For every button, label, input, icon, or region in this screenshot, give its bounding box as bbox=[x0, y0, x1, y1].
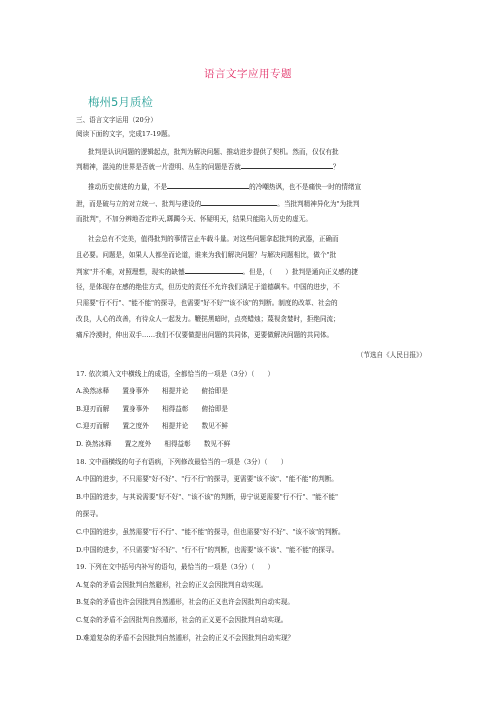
passage-text: 。当批判精神异化为"为批判 bbox=[277, 200, 360, 208]
fill-blank-3 bbox=[201, 198, 277, 206]
question-option: C.中国的进步，虽然需要"行不行"、"能不能"的探寻，但也需要"好不好"、"该不该"的判断。 bbox=[76, 528, 345, 536]
passage-line bbox=[76, 266, 426, 277]
passage-line bbox=[76, 161, 426, 172]
question-option: C.复杂的矛盾不会因批判自然遁形，社会的正义更不会因批判自动实现。 bbox=[76, 616, 288, 624]
question-stem: 19. 下列在文中括号内补写的语句，最恰当的一项是（3分）（ ） bbox=[76, 563, 275, 571]
question-stem: 17. 依次填入文中横线上的成语，全都恰当的一项是（3分）（ ） bbox=[76, 370, 275, 378]
question-option: B.迎刃而解 置身事外 相得益彰 俯拾即是 bbox=[76, 405, 229, 413]
page-title: 语言文字应用专题 bbox=[204, 68, 292, 80]
passage-line: 且必要。问题是，如果人人都坐而论道，谁来为我们解决问题？与解决问题相比，做个"批 bbox=[76, 251, 337, 259]
question-stem: 18. 文中画横线的句子有语病，下列修改最恰当的一项是（3分）（ ） bbox=[76, 458, 288, 466]
passage-line: 而批判"，不加分辨地否定昨天,踯躅今天、怀疑明天，结果只能陷入历史的虚无。 bbox=[76, 215, 312, 223]
passage-text: 推动历史前进的力量，不是 bbox=[88, 183, 168, 191]
passage-line: 改良，人心的改善，有待众人一起发力。鞭挞黑暗时，点亮蜡烛；蔑视贪婪时，拒绝同流； bbox=[76, 315, 340, 323]
passage-text: 判家"并不难，对照理想，现实的缺憾 bbox=[76, 268, 185, 276]
passage-line: 社会总有不完美，值得批判的事情岂止车载斗量。对这些问题拿起批判的武器，正确而 bbox=[88, 235, 339, 243]
question-option: A.中国的进步，不只需要"好不好"、"行不行"的探寻，更需要"该不该"、"能不能"的判断。 bbox=[76, 475, 338, 483]
passage-line: 批判是认识问题的逻辑起点，批判为解决问题、推动进步提供了契机。然而，仅仅有批 bbox=[88, 148, 339, 156]
passage-line: 痛斥冷漠时，伸出双手……我们不仅要做提出问题的共同体，更要做解决问题的共同体。 bbox=[76, 331, 334, 339]
passage-line: 径，是体现存在感的绝佳方式，但历史的责任不允许我们满足于道德飙车。中国的进步，不 bbox=[76, 283, 340, 291]
passage-line bbox=[88, 181, 426, 192]
fill-blank-4 bbox=[185, 266, 243, 274]
question-option: D.中国的进步，不只需要"好不好"、"行不行"的判断，也需要"该不该"、"能不能"的探寻。 bbox=[76, 546, 339, 554]
question-option: D.难道复杂的矛盾不会因批判自然遁形，社会的正义不会因批判自动实现？ bbox=[76, 634, 295, 642]
passage-text: ？ bbox=[332, 163, 340, 171]
fill-blank-2 bbox=[167, 181, 249, 189]
question-option: B.中国的进步，与其说需要"好不好"、"该不该"的判断，毋宁说更需要"行不行"、"能不能" bbox=[76, 493, 338, 501]
passage-line bbox=[76, 198, 426, 209]
question-option: D. 涣然冰释 置之度外 相得益彰 数见不鲜 bbox=[76, 440, 231, 448]
exam-source-heading: 梅州5月质检 bbox=[88, 95, 153, 109]
passage-text: 。但是，（ ）批判是通向正义感的捷 bbox=[242, 268, 358, 276]
passage-text: 泄，而是破与立的对立统一、批判与建设的 bbox=[76, 200, 202, 208]
fill-blank-1 bbox=[241, 161, 333, 169]
passage-source: （节选自《人民日报》） bbox=[356, 351, 426, 359]
question-option: B.复杂的矛盾也许会因批判自然遁形，社会的正义也许会因批判自动实现。 bbox=[76, 598, 294, 606]
question-option: C.迎刃而解 置之度外 相提并论 数见不鲜 bbox=[76, 422, 228, 430]
passage-line: 只需要"行不行"、"能不能"的探寻，也需要"好不好""该不该"的判断。制度的改革、社会的 bbox=[76, 299, 338, 307]
section-heading: 三、语言文字运用（20分） bbox=[76, 116, 157, 124]
passage-text: 的冷嘲热讽，也不是痛快一时的情绪宣 bbox=[249, 183, 362, 191]
question-option: 的探寻。 bbox=[76, 510, 103, 518]
reading-instruction: 阅读下面的文字，完成17-19题。 bbox=[76, 130, 175, 138]
passage-text: 判精神，混沌的世界是否就一片澄明、丛生的问题是否就 bbox=[76, 163, 241, 171]
question-option: A.涣然冰释 置身事外 相提并论 俯拾即是 bbox=[76, 387, 228, 395]
question-option: A.复杂的矛盾会因批判自然避形，社会的正义会因批判自动实现。 bbox=[76, 581, 268, 589]
